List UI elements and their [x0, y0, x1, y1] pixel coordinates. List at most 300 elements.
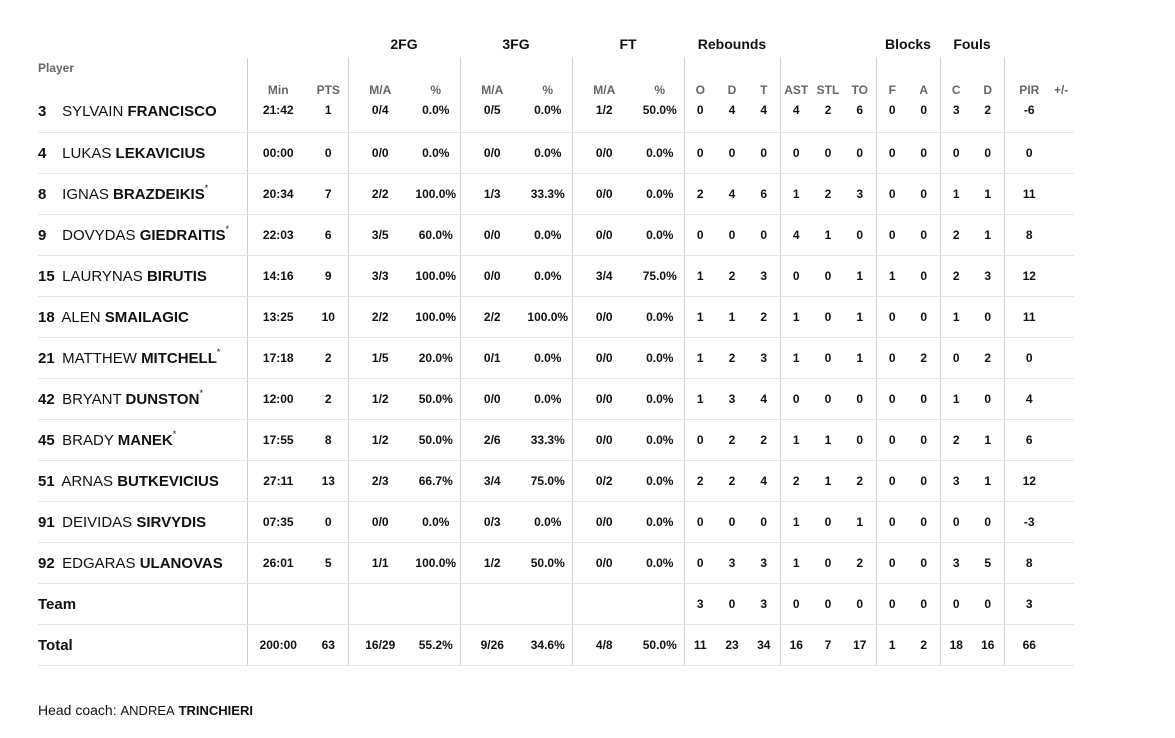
stat-ft-ma: 0/0	[572, 502, 636, 543]
header-stl: STL	[816, 83, 840, 97]
player-row	[38, 297, 1074, 338]
player-number: 92	[38, 554, 55, 572]
stat-pts: 10	[309, 297, 348, 338]
stat-reb-d: 1	[716, 297, 748, 338]
team-row	[38, 584, 1074, 625]
player-number: 18	[38, 308, 55, 326]
stat-2fg-ma: 0/0	[348, 133, 412, 174]
stat-ft-pct: 0.0%	[636, 215, 684, 256]
stat-reb-t: 3	[748, 584, 780, 625]
header-player: Player	[38, 61, 75, 75]
stat-min: 07:35	[247, 502, 309, 543]
header-2fg-ma: M/A	[348, 58, 412, 103]
player-first-name: BRYANT	[62, 390, 122, 408]
stat-min: 12:00	[247, 379, 309, 420]
player-cell	[38, 338, 247, 379]
stat-pir: 12	[1004, 461, 1054, 502]
stat-blocks-f: 0	[876, 543, 908, 584]
stat-plus-minus	[1054, 584, 1074, 625]
stat-fouls-c: 1	[940, 297, 972, 338]
stat-to: 0	[844, 420, 876, 461]
stat-min: 200:00	[247, 625, 309, 666]
player-cell	[38, 256, 247, 297]
stat-ft-pct: 0.0%	[636, 502, 684, 543]
stat-reb-o: 3	[684, 584, 716, 625]
stat-ft-pct	[636, 584, 684, 625]
stat-ast: 1	[780, 297, 812, 338]
stat-ft-ma: 1/2	[572, 103, 636, 133]
stat-2fg-ma: 16/29	[348, 625, 412, 666]
stat-3fg-ma: 0/0	[460, 215, 524, 256]
stat-min: 22:03	[247, 215, 309, 256]
stat-reb-t: 3	[748, 543, 780, 584]
stat-3fg-pct: 0.0%	[524, 215, 572, 256]
stat-fouls-c: 3	[940, 461, 972, 502]
player-number: 8	[38, 185, 47, 203]
player-last-name: FRANCISCO	[127, 103, 217, 120]
stat-ft-ma: 4/8	[572, 625, 636, 666]
stat-2fg-pct: 0.0%	[412, 103, 460, 133]
stat-reb-t: 3	[748, 256, 780, 297]
stat-ft-pct: 0.0%	[636, 543, 684, 584]
box-score-table	[38, 30, 1074, 666]
stat-2fg-pct: 60.0%	[412, 215, 460, 256]
header-blocks-f: F	[876, 58, 908, 103]
stat-reb-d: 0	[716, 215, 748, 256]
stat-pir: 0	[1004, 133, 1054, 174]
stat-reb-d: 23	[716, 625, 748, 666]
stat-3fg-ma: 0/0	[460, 256, 524, 297]
stat-pir: -6	[1004, 103, 1054, 133]
stat-stl: 0	[812, 584, 844, 625]
stat-fouls-c: 0	[940, 133, 972, 174]
stat-3fg-ma: 0/5	[460, 103, 524, 133]
stat-stl: 1	[812, 461, 844, 502]
stat-3fg-pct	[524, 584, 572, 625]
player-first-name: ALEN	[61, 308, 101, 326]
stat-plus-minus	[1054, 338, 1074, 379]
header-fouls-d: D	[983, 83, 993, 97]
stat-blocks-f: 1	[876, 625, 908, 666]
stat-min: 20:34	[247, 174, 309, 215]
head-coach-label: Head coach:	[38, 702, 117, 718]
stat-2fg-pct: 66.7%	[412, 461, 460, 502]
stat-ft-pct: 75.0%	[636, 256, 684, 297]
stat-blocks-a: 0	[908, 584, 940, 625]
stat-to: 0	[844, 584, 876, 625]
stat-stl: 0	[812, 297, 844, 338]
stat-ast: 1	[780, 420, 812, 461]
player-number: 9	[38, 226, 47, 244]
stat-ft-pct: 0.0%	[636, 174, 684, 215]
stat-to: 1	[844, 338, 876, 379]
stat-to: 0	[844, 133, 876, 174]
stat-ft-ma: 0/0	[572, 420, 636, 461]
stat-blocks-a: 0	[908, 461, 940, 502]
stat-to: 1	[844, 297, 876, 338]
stat-ft-ma: 0/0	[572, 379, 636, 420]
player-row	[38, 133, 1074, 174]
stat-stl: 0	[812, 502, 844, 543]
stat-2fg-ma: 1/2	[348, 420, 412, 461]
header-plus-minus: +/-	[1054, 83, 1069, 97]
stat-reb-d: 0	[716, 133, 748, 174]
stat-reb-d: 2	[716, 461, 748, 502]
player-last-name: SMAILAGIC	[104, 308, 189, 326]
stat-blocks-f: 0	[876, 103, 908, 133]
stat-reb-t: 4	[748, 379, 780, 420]
player-last-name: LEKAVICIUS	[115, 144, 206, 162]
stat-plus-minus	[1054, 461, 1074, 502]
stat-reb-t: 6	[748, 174, 780, 215]
stat-ast: 1	[780, 543, 812, 584]
stat-to: 1	[844, 502, 876, 543]
stat-to: 3	[844, 174, 876, 215]
team-label: Team	[38, 584, 247, 625]
stat-3fg-pct: 100.0%	[524, 297, 572, 338]
group-rebounds: Rebounds	[697, 36, 767, 52]
stat-3fg-pct: 33.3%	[524, 174, 572, 215]
stat-min	[247, 584, 309, 625]
stat-fouls-c: 1	[940, 174, 972, 215]
stat-to: 6	[844, 103, 876, 133]
player-first-name: DEIVIDAS	[62, 513, 133, 531]
stat-min: 17:55	[247, 420, 309, 461]
stat-to: 2	[844, 461, 876, 502]
stat-blocks-f: 0	[876, 338, 908, 379]
stat-fouls-d: 0	[972, 379, 1004, 420]
group-fouls: Fouls	[953, 36, 991, 52]
stat-fouls-c: 0	[940, 584, 972, 625]
head-coach-first-name: ANDREA	[120, 703, 175, 718]
stat-pir: 11	[1004, 297, 1054, 338]
stat-reb-t: 0	[748, 133, 780, 174]
stat-reb-d: 2	[716, 338, 748, 379]
stat-fouls-d: 2	[972, 103, 1004, 133]
stat-plus-minus	[1054, 379, 1074, 420]
player-cell	[38, 174, 247, 215]
stat-reb-o: 0	[684, 103, 716, 133]
stat-3fg-ma: 1/2	[460, 543, 524, 584]
player-number: 45	[38, 431, 55, 449]
starter-marker: *	[204, 182, 209, 193]
stat-pts: 7	[309, 174, 348, 215]
stat-stl: 0	[812, 338, 844, 379]
stat-2fg-ma: 3/3	[348, 256, 412, 297]
stat-2fg-pct: 55.2%	[412, 625, 460, 666]
stat-stl: 7	[812, 625, 844, 666]
stat-plus-minus	[1054, 174, 1074, 215]
stat-pts: 63	[309, 625, 348, 666]
player-number: 15	[38, 267, 55, 285]
player-last-name: DUNSTON	[125, 390, 200, 408]
player-last-name: MANEK	[117, 431, 173, 449]
stat-3fg-pct: 0.0%	[524, 256, 572, 297]
stat-blocks-a: 0	[908, 215, 940, 256]
stat-2fg-pct: 100.0%	[412, 297, 460, 338]
stat-fouls-d: 1	[972, 174, 1004, 215]
player-cell	[38, 461, 247, 502]
header-3fg-ma: M/A	[460, 58, 524, 103]
stat-to: 0	[844, 215, 876, 256]
stat-fouls-c: 3	[940, 543, 972, 584]
stat-2fg-ma	[348, 584, 412, 625]
stat-min: 14:16	[247, 256, 309, 297]
stat-fouls-d: 16	[972, 625, 1004, 666]
stat-reb-o: 1	[684, 297, 716, 338]
stat-min: 17:18	[247, 338, 309, 379]
group-3fg: 3FG	[502, 36, 530, 52]
player-cell	[38, 133, 247, 174]
stat-2fg-ma: 0/4	[348, 103, 412, 133]
group-2fg: 2FG	[390, 36, 418, 52]
player-cell	[38, 379, 247, 420]
player-row	[38, 215, 1074, 256]
stat-blocks-a: 0	[908, 103, 940, 133]
stat-pir: -3	[1004, 502, 1054, 543]
head-coach-last-name: TRINCHIERI	[178, 703, 253, 718]
player-last-name: BUTKEVICIUS	[117, 472, 219, 490]
player-number: 21	[38, 349, 55, 367]
stat-ft-ma: 0/2	[572, 461, 636, 502]
stat-plus-minus	[1054, 502, 1074, 543]
stat-ft-ma: 0/0	[572, 338, 636, 379]
header-fouls-c: C	[940, 58, 972, 103]
stat-plus-minus	[1054, 625, 1074, 666]
stat-fouls-c: 0	[940, 502, 972, 543]
stat-pir: 0	[1004, 338, 1054, 379]
stat-blocks-f: 0	[876, 174, 908, 215]
starter-marker: *	[199, 387, 203, 398]
stat-fouls-c: 2	[940, 256, 972, 297]
stat-reb-t: 0	[748, 502, 780, 543]
stat-3fg-ma: 3/4	[460, 461, 524, 502]
stat-2fg-pct: 20.0%	[412, 338, 460, 379]
header-ft-ma: M/A	[572, 58, 636, 103]
stat-2fg-ma: 2/3	[348, 461, 412, 502]
player-row	[38, 338, 1074, 379]
stat-2fg-ma: 1/2	[348, 379, 412, 420]
stat-pir: 6	[1004, 420, 1054, 461]
stat-2fg-pct: 0.0%	[412, 502, 460, 543]
header-reb-d: D	[727, 83, 737, 97]
stat-plus-minus	[1054, 543, 1074, 584]
stat-ft-pct: 0.0%	[636, 420, 684, 461]
stat-fouls-d: 0	[972, 502, 1004, 543]
player-first-name: BRADY	[62, 431, 114, 449]
stat-2fg-pct: 100.0%	[412, 174, 460, 215]
header-blocks-a: A	[919, 83, 929, 97]
player-first-name: IGNAS	[62, 185, 109, 203]
stat-ast: 4	[780, 103, 812, 133]
header-reb-o: O	[684, 58, 716, 103]
player-row	[38, 461, 1074, 502]
header-3fg-pct: %	[542, 83, 554, 97]
stat-pir: 11	[1004, 174, 1054, 215]
stat-pir: 3	[1004, 584, 1054, 625]
stat-2fg-pct	[412, 584, 460, 625]
stat-reb-o: 1	[684, 379, 716, 420]
stat-fouls-d: 0	[972, 297, 1004, 338]
stat-ast: 1	[780, 502, 812, 543]
stat-blocks-a: 0	[908, 543, 940, 584]
stat-3fg-pct: 33.3%	[524, 420, 572, 461]
stat-blocks-a: 0	[908, 174, 940, 215]
starter-marker: *	[225, 223, 230, 234]
player-last-name: GIEDRAITIS	[139, 226, 226, 244]
stat-fouls-d: 1	[972, 420, 1004, 461]
stat-fouls-d: 3	[972, 256, 1004, 297]
stat-min: 21:42	[247, 103, 309, 133]
stat-blocks-f: 0	[876, 420, 908, 461]
stat-min: 00:00	[247, 133, 309, 174]
stat-reb-d: 4	[716, 174, 748, 215]
stat-ast: 2	[780, 461, 812, 502]
stat-reb-t: 0	[748, 215, 780, 256]
stat-pts: 2	[309, 379, 348, 420]
player-last-name: MITCHELL	[141, 349, 217, 367]
stat-ft-pct: 50.0%	[636, 625, 684, 666]
stat-3fg-pct: 50.0%	[524, 543, 572, 584]
player-row	[38, 103, 1074, 133]
stat-ast: 0	[780, 133, 812, 174]
stat-reb-d: 0	[716, 584, 748, 625]
stat-blocks-a: 0	[908, 379, 940, 420]
stat-fouls-d: 0	[972, 133, 1004, 174]
player-cell	[38, 420, 247, 461]
stat-reb-o: 2	[684, 174, 716, 215]
stat-reb-d: 3	[716, 543, 748, 584]
stat-reb-t: 34	[748, 625, 780, 666]
stat-reb-o: 0	[684, 543, 716, 584]
stat-3fg-ma: 9/26	[460, 625, 524, 666]
stat-ast: 0	[780, 379, 812, 420]
header-to: TO	[851, 83, 868, 97]
group-header-row	[38, 30, 1074, 58]
player-first-name: SYLVAIN	[62, 103, 124, 120]
stat-2fg-pct: 0.0%	[412, 133, 460, 174]
stat-ft-ma: 0/0	[572, 133, 636, 174]
stat-blocks-f: 0	[876, 502, 908, 543]
stat-pts: 2	[309, 338, 348, 379]
player-cell	[38, 215, 247, 256]
stat-reb-d: 2	[716, 256, 748, 297]
stat-3fg-pct: 0.0%	[524, 338, 572, 379]
stat-ft-pct: 50.0%	[636, 103, 684, 133]
stat-3fg-ma: 2/6	[460, 420, 524, 461]
header-ast: AST	[780, 58, 812, 103]
stat-2fg-ma: 0/0	[348, 502, 412, 543]
stat-blocks-f: 0	[876, 461, 908, 502]
stat-ft-pct: 0.0%	[636, 133, 684, 174]
stat-blocks-f: 0	[876, 379, 908, 420]
stat-3fg-pct: 75.0%	[524, 461, 572, 502]
stat-2fg-pct: 100.0%	[412, 543, 460, 584]
stat-pts: 1	[309, 103, 348, 133]
stat-blocks-f: 0	[876, 584, 908, 625]
stat-ft-pct: 0.0%	[636, 338, 684, 379]
stat-fouls-c: 2	[940, 215, 972, 256]
stat-ft-ma: 0/0	[572, 297, 636, 338]
starter-marker: *	[172, 428, 177, 439]
stat-fouls-c: 3	[940, 103, 972, 133]
stat-blocks-a: 0	[908, 420, 940, 461]
player-first-name: DOVYDAS	[62, 226, 136, 244]
player-number: 3	[38, 103, 47, 120]
stat-plus-minus	[1054, 420, 1074, 461]
header-reb-t: T	[760, 83, 768, 97]
stat-3fg-pct: 0.0%	[524, 103, 572, 133]
stat-ft-ma: 3/4	[572, 256, 636, 297]
stat-reb-d: 2	[716, 420, 748, 461]
stat-2fg-ma: 2/2	[348, 174, 412, 215]
stat-stl: 0	[812, 133, 844, 174]
total-label: Total	[38, 625, 247, 666]
header-min: Min	[247, 58, 309, 103]
stat-2fg-ma: 1/5	[348, 338, 412, 379]
player-last-name: BIRUTIS	[146, 267, 207, 285]
stat-reb-t: 2	[748, 297, 780, 338]
stat-plus-minus	[1054, 297, 1074, 338]
stat-pts: 5	[309, 543, 348, 584]
player-first-name: ARNAS	[61, 472, 114, 490]
stat-reb-o: 2	[684, 461, 716, 502]
stat-ft-pct: 0.0%	[636, 297, 684, 338]
stat-reb-o: 0	[684, 420, 716, 461]
stat-blocks-f: 0	[876, 133, 908, 174]
stat-2fg-ma: 3/5	[348, 215, 412, 256]
stat-3fg-ma: 0/3	[460, 502, 524, 543]
stat-min: 27:11	[247, 461, 309, 502]
player-cell	[38, 103, 247, 133]
stat-fouls-c: 2	[940, 420, 972, 461]
stat-3fg-ma: 0/1	[460, 338, 524, 379]
stat-3fg-pct: 34.6%	[524, 625, 572, 666]
stat-3fg-pct: 0.0%	[524, 379, 572, 420]
stat-ft-pct: 0.0%	[636, 379, 684, 420]
stat-3fg-ma	[460, 584, 524, 625]
stat-reb-o: 0	[684, 502, 716, 543]
stat-ast: 16	[780, 625, 812, 666]
stat-3fg-ma: 0/0	[460, 133, 524, 174]
stat-fouls-d: 0	[972, 584, 1004, 625]
stat-plus-minus	[1054, 256, 1074, 297]
stat-blocks-a: 0	[908, 297, 940, 338]
stat-pir: 8	[1004, 215, 1054, 256]
total-row	[38, 625, 1074, 666]
stat-reb-o: 0	[684, 133, 716, 174]
stat-ast: 0	[780, 584, 812, 625]
stat-reb-o: 1	[684, 256, 716, 297]
stat-fouls-d: 1	[972, 215, 1004, 256]
stat-plus-minus	[1054, 133, 1074, 174]
stat-ast: 1	[780, 174, 812, 215]
stat-reb-o: 11	[684, 625, 716, 666]
player-number: 51	[38, 472, 55, 490]
header-pts: PTS	[316, 83, 340, 97]
stat-reb-o: 0	[684, 215, 716, 256]
stat-to: 17	[844, 625, 876, 666]
head-coach-line	[38, 702, 253, 718]
stat-min: 26:01	[247, 543, 309, 584]
stat-pts: 13	[309, 461, 348, 502]
stat-pts	[309, 584, 348, 625]
stat-fouls-c: 18	[940, 625, 972, 666]
stat-fouls-d: 5	[972, 543, 1004, 584]
stat-blocks-a: 2	[908, 625, 940, 666]
stat-reb-t: 4	[748, 103, 780, 133]
stat-ft-ma: 0/0	[572, 543, 636, 584]
